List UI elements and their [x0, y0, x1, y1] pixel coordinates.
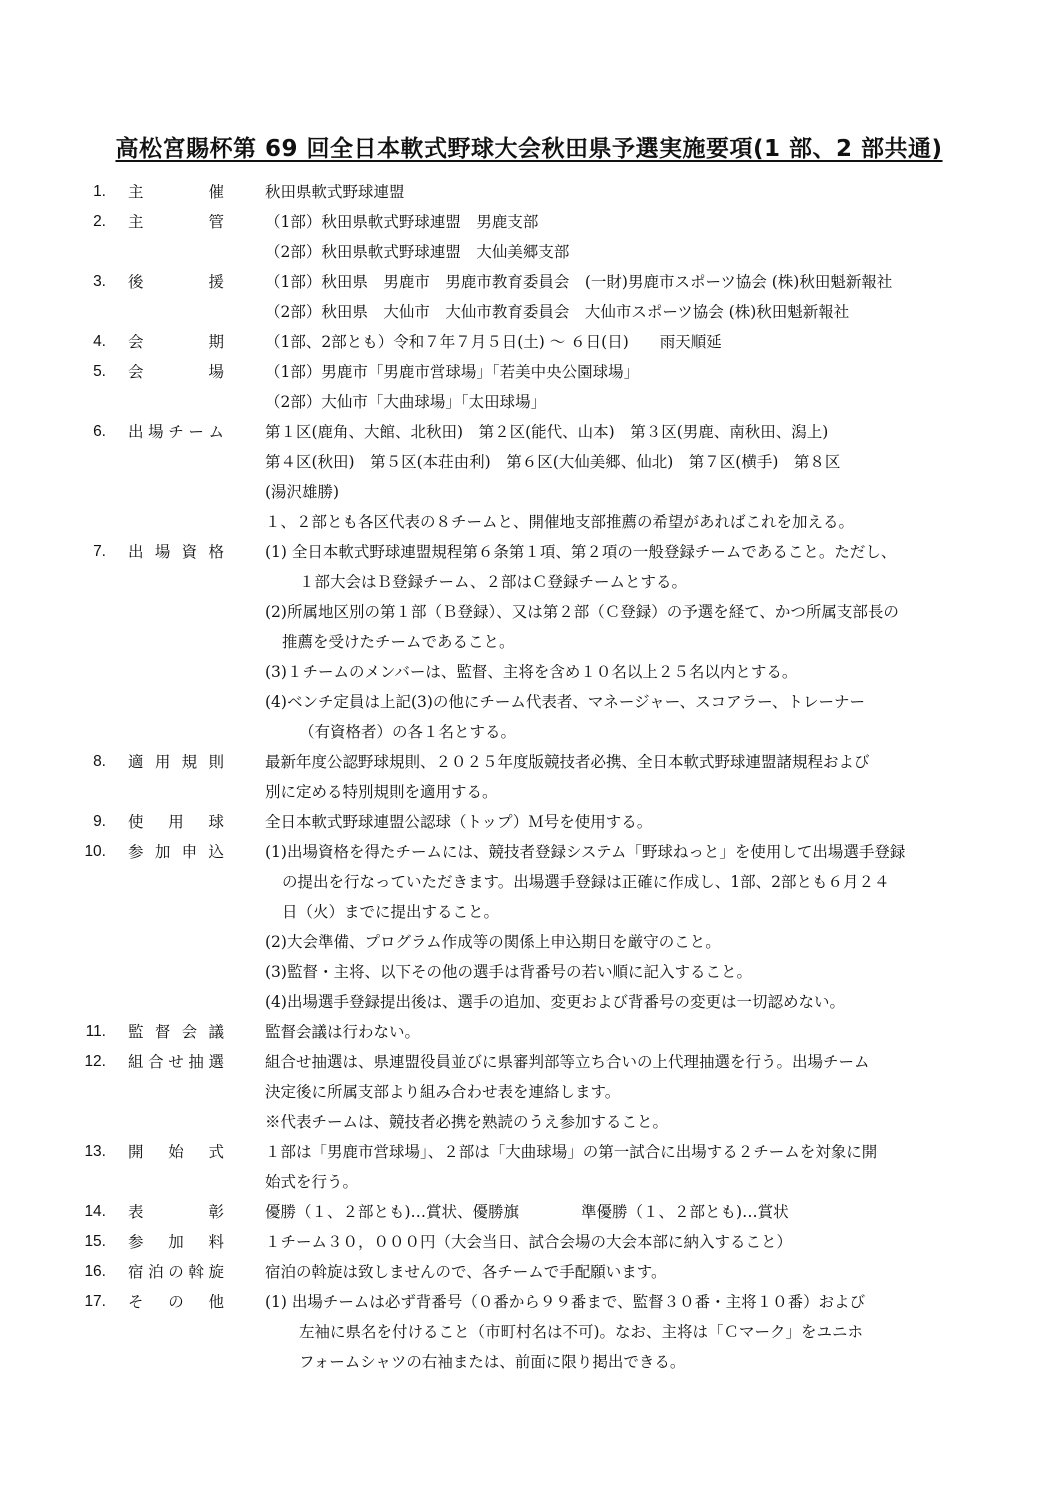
section-text-line: 決定後に所属支部より組み合わせ表を連絡します。 [265, 1083, 621, 1101]
section-text-line: （有資格者）の各１名とする。 [299, 723, 517, 741]
section-label: 会 期 [128, 333, 224, 351]
section-text-line: の提出を行なっていただきます。出場選手登録は正確に作成し、1部、2部とも６月２４ [282, 873, 890, 891]
section-number: 15. [84, 1233, 106, 1250]
section-number: 17. [84, 1293, 106, 1310]
section-text-line: 宿泊の斡旋は致しませんので、各チームで手配願います。 [265, 1263, 667, 1281]
section-text-line: （1部）秋田県軟式野球連盟 男鹿支部 [265, 213, 539, 231]
section-number: 6. [93, 423, 106, 440]
section-text-line: ※代表チームは、競技者必携を熟読のうえ参加すること。 [265, 1113, 669, 1131]
section-text-line: (3)監督・主将、以下その他の選手は背番号の若い順に記入すること。 [265, 963, 752, 981]
section-text-line: (1)出場資格を得たチームには、競技者登録システム「野球ねっと」を使用して出場選手登録 [265, 843, 906, 861]
section-label: そ の 他 [128, 1293, 224, 1311]
section-label: 組 合 せ 抽 選 [128, 1053, 224, 1071]
section-text-line: 優勝（１、２部とも)…賞状、優勝旗 準優勝（１、２部とも)…賞状 [265, 1203, 789, 1221]
section-text-line: (4)出場選手登録提出後は、選手の追加、変更および背番号の変更は一切認めない。 [265, 993, 845, 1011]
section-label: 宿 泊 の 斡 旋 [128, 1263, 224, 1281]
section-text-line: １チーム３０，０００円（大会当日、試合会場の大会本部に納入すること） [265, 1233, 793, 1251]
section-label: 会 場 [128, 363, 224, 381]
section-text-line: 別に定める特別規則を適用する。 [265, 783, 498, 801]
section-text-line: フォームシャツの右袖または、前面に限り掲出できる。 [299, 1353, 686, 1371]
section-text-line: 監督会議は行わない。 [265, 1023, 421, 1041]
section-number: 14. [84, 1203, 106, 1220]
section-label: 監 督 会 議 [128, 1023, 224, 1041]
section-number: 16. [84, 1263, 106, 1280]
section-text-line: （2部）秋田県軟式野球連盟 大仙美郷支部 [265, 243, 570, 261]
section-text-line: 全日本軟式野球連盟公認球（トップ）Ｍ号を使用する。 [265, 813, 653, 831]
section-text-line: (2)所属地区別の第１部（Ｂ登録）、又は第２部（Ｃ登録）の予選を経て、かつ所属支部長の [265, 603, 899, 621]
section-text-line: （1部、2部とも）令和７年７月５日(土) 〜 ６日(日) 雨天順延 [265, 333, 722, 351]
section-text-line: (2)大会準備、プログラム作成等の関係上申込期日を厳守のこと。 [265, 933, 721, 951]
section-text-line: 第１区(鹿角、大館、北秋田) 第２区(能代、山本) 第３区(男鹿、南秋田、潟上) [265, 423, 829, 441]
section-label: 参 加 料 [128, 1233, 224, 1251]
section-label: 出 場 チ ー ム [128, 423, 224, 441]
section-text-line: １部は「男鹿市営球場」、２部は「大曲球場」の第一試合に出場する２チームを対象に開 [265, 1143, 878, 1161]
section-number: 13. [84, 1143, 106, 1160]
section-text-line: 推薦を受けたチームであること。 [282, 633, 515, 651]
section-text-line: (1) 出場チームは必ず背番号（０番から９９番まで、監督３０番・主将１０番）および [265, 1293, 866, 1311]
section-label: 適 用 規 則 [128, 753, 224, 771]
section-number: 11. [85, 1023, 106, 1040]
section-text-line: （1部）男鹿市「男鹿市営球場」「若美中央公園球場」 [265, 363, 640, 381]
section-text-line: (湯沢雄勝) [265, 483, 340, 501]
section-number: 9. [93, 813, 106, 830]
section-label: 出 場 資 格 [128, 543, 224, 561]
section-number: 8. [93, 753, 106, 770]
section-text-line: １部大会はＢ登録チーム、２部はＣ登録チームとする。 [299, 573, 687, 591]
section-text-line: (1) 全日本軟式野球連盟規程第６条第１項、第２項の一般登録チームであること。ただし、 [265, 543, 897, 561]
section-text-line: 最新年度公認野球規則、２０２５年度版競技者必携、全日本軟式野球連盟諸規程および [265, 753, 870, 771]
section-text-line: 秋田県軟式野球連盟 [265, 183, 405, 201]
section-text-line: (3)１チームのメンバーは、監督、主将を含め１０名以上２５名以内とする。 [265, 663, 798, 681]
section-number: 10. [84, 843, 106, 860]
section-label: 主 管 [128, 213, 224, 231]
section-text-line: １、２部とも各区代表の８チームと、開催地支部推薦の希望があればこれを加える。 [265, 513, 855, 531]
section-label: 参 加 申 込 [128, 843, 224, 861]
section-label: 表 彰 [128, 1203, 224, 1221]
section-text-line: 日（火）までに提出すること。 [282, 903, 500, 921]
section-text-line: 左袖に県名を付けること（市町村名は不可)。なお、主将は「Ｃマーク」をユニホ [299, 1323, 864, 1341]
section-label: 使 用 球 [128, 813, 224, 831]
section-number: 12. [84, 1053, 106, 1070]
section-label: 開 始 式 [128, 1143, 224, 1161]
section-label: 後 援 [128, 273, 224, 291]
section-text-line: （2部）大仙市「大曲球場」「太田球場」 [265, 393, 547, 411]
section-text-line: (4)ベンチ定員は上記(3)の他にチーム代表者、マネージャー、スコアラー、トレーナー [265, 693, 866, 711]
section-text-line: 始式を行う。 [265, 1173, 359, 1191]
section-text-line: 第４区(秋田) 第５区(本荘由利) 第６区(大仙美郷、仙北) 第７区(横手) 第８区 [265, 453, 841, 471]
section-number: 2. [93, 213, 106, 230]
section-number: 5. [93, 363, 106, 380]
section-number: 1. [93, 183, 106, 200]
section-number: 3. [93, 273, 106, 290]
section-number: 7. [93, 543, 106, 560]
section-text-line: （2部）秋田県 大仙市 大仙市教育委員会 大仙市スポーツ協会 (株)秋田魁新報社 [265, 303, 850, 321]
section-text-line: 組合せ抽選は、県連盟役員並びに県審判部等立ち合いの上代理抽選を行う。出場チーム [265, 1053, 870, 1071]
section-label: 主 催 [128, 183, 224, 201]
section-number: 4. [93, 333, 106, 350]
section-text-line: （1部）秋田県 男鹿市 男鹿市教育委員会 (一財)男鹿市スポーツ協会 (株)秋田魁新報社 [265, 273, 893, 291]
page-title: 高松宮賜杯第 69 回全日本軟式野球大会秋田県予選実施要項(1 部、2 部共通) [115, 136, 943, 162]
